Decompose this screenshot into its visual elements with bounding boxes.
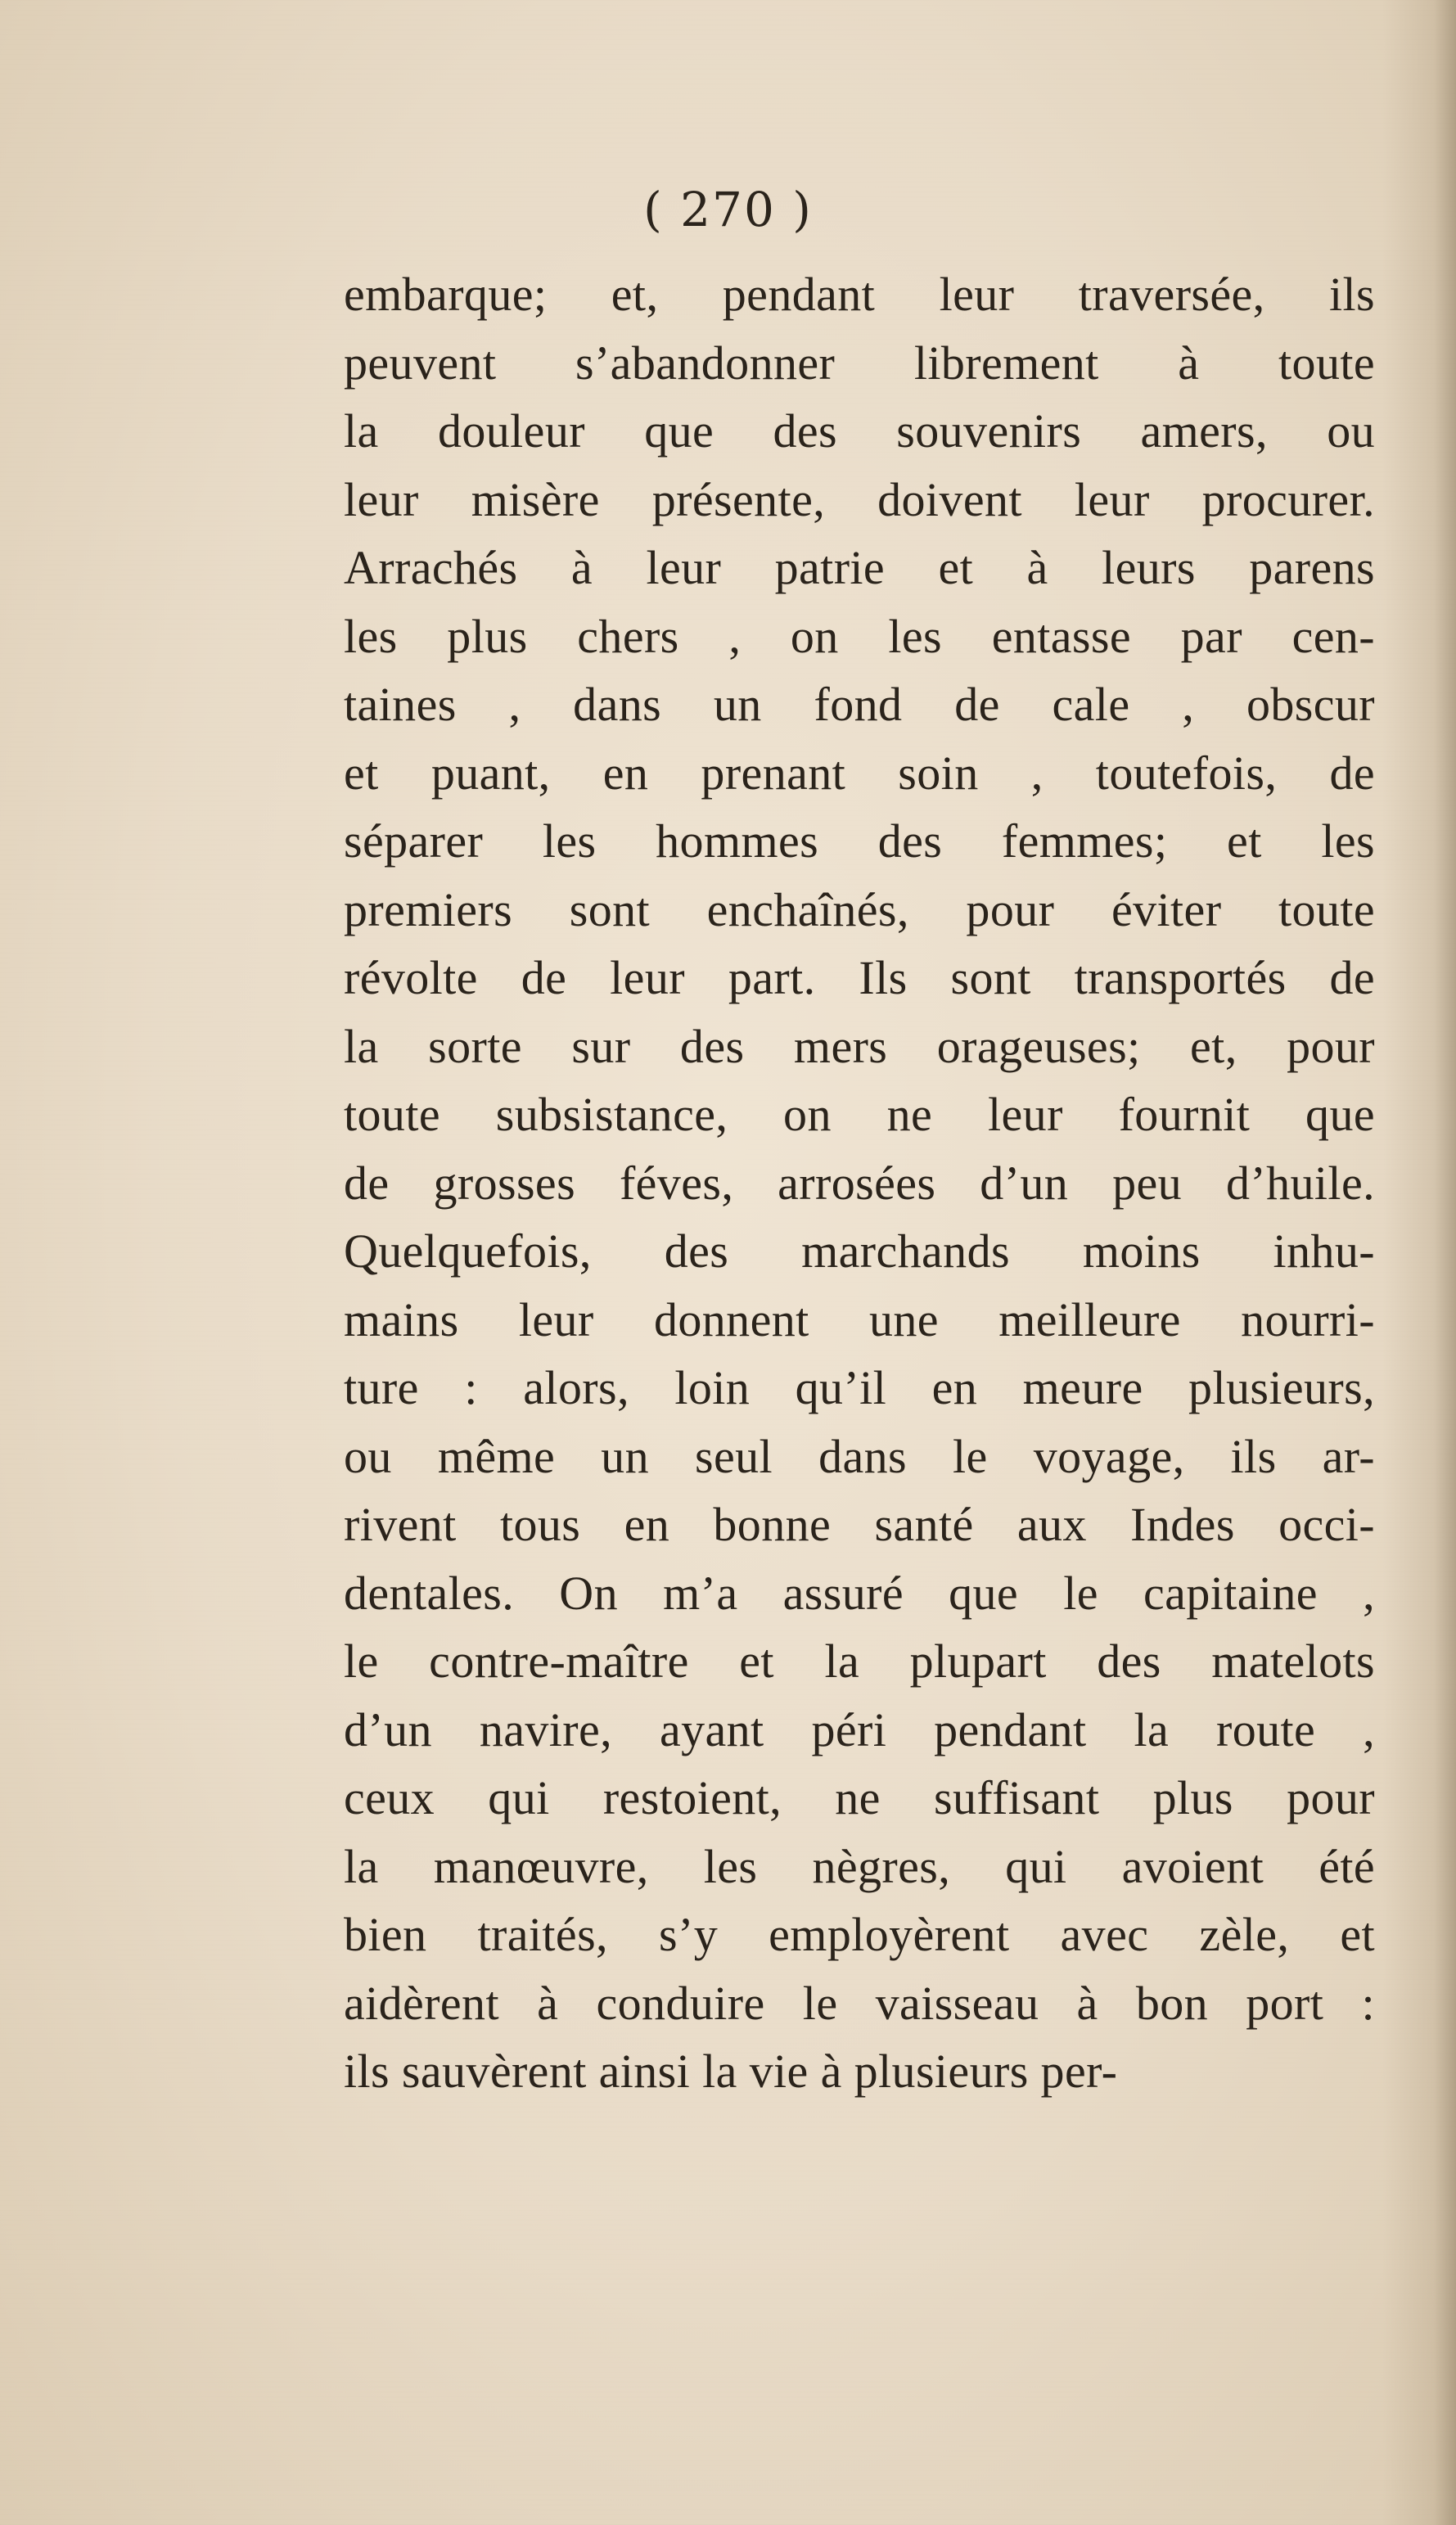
text-line: le contre-maître et la plupart des matelots [344, 1634, 1375, 1688]
text-line: la sorte sur des mers orageuses; et, pour [344, 1019, 1375, 1073]
text-line: leur misère présente, doivent leur procurer. [344, 472, 1375, 526]
text-line: ture : alors, loin qu’il en meure plusieurs, [344, 1361, 1375, 1414]
text-line: mains leur donnent une meilleure nourri- [344, 1292, 1375, 1346]
text-line: de grosses féves, arrosées d’un peu d’huile. [344, 1156, 1375, 1210]
text-line: la manœuvre, les nègres, qui avoient été [344, 1839, 1375, 1893]
text-line: premiers sont enchaînés, pour éviter toute [344, 882, 1375, 936]
text-line: embarque; et, pendant leur traversée, ils [344, 268, 1375, 321]
body-text [344, 260, 1375, 2106]
text-line: taines , dans un fond de cale , obscur [344, 678, 1375, 731]
text-line: ceux qui restoient, ne suffisant plus pour [344, 1771, 1375, 1824]
page-edge-shadow [1382, 0, 1456, 2525]
page-number: ( 270 ) [643, 182, 813, 237]
text-line: la douleur que des souvenirs amers, ou [344, 404, 1375, 458]
text-line: ils sauvèrent ainsi la vie à plusieurs per- [344, 2045, 1118, 2098]
text-line: révolte de leur part. Ils sont transportés de [344, 951, 1375, 1004]
text-line: d’un navire, ayant péri pendant la route , [344, 1702, 1375, 1756]
text-line: les plus chers , on les entasse par cen- [344, 609, 1375, 663]
text-line: toute subsistance, on ne leur fournit que [344, 1088, 1375, 1141]
text-line: aidèrent à conduire le vaisseau à bon port : [344, 1976, 1375, 2030]
text-line: peuvent s’abandonner librement à toute [344, 336, 1375, 390]
text-line: Arrachés à leur patrie et à leurs parens [344, 541, 1375, 594]
text-line: ou même un seul dans le voyage, ils ar- [344, 1429, 1375, 1483]
text-line: séparer les hommes des femmes; et les [344, 814, 1375, 868]
text-line: bien traités, s’y employèrent avec zèle, et [344, 1908, 1375, 1961]
text-line: et puant, en prenant soin , toutefois, de [344, 746, 1375, 800]
text-line: rivent tous en bonne santé aux Indes occi- [344, 1498, 1375, 1551]
text-line: Quelquefois, des marchands moins inhu- [344, 1224, 1375, 1278]
text-line: dentales. On m’a assuré que le capitaine , [344, 1566, 1375, 1620]
